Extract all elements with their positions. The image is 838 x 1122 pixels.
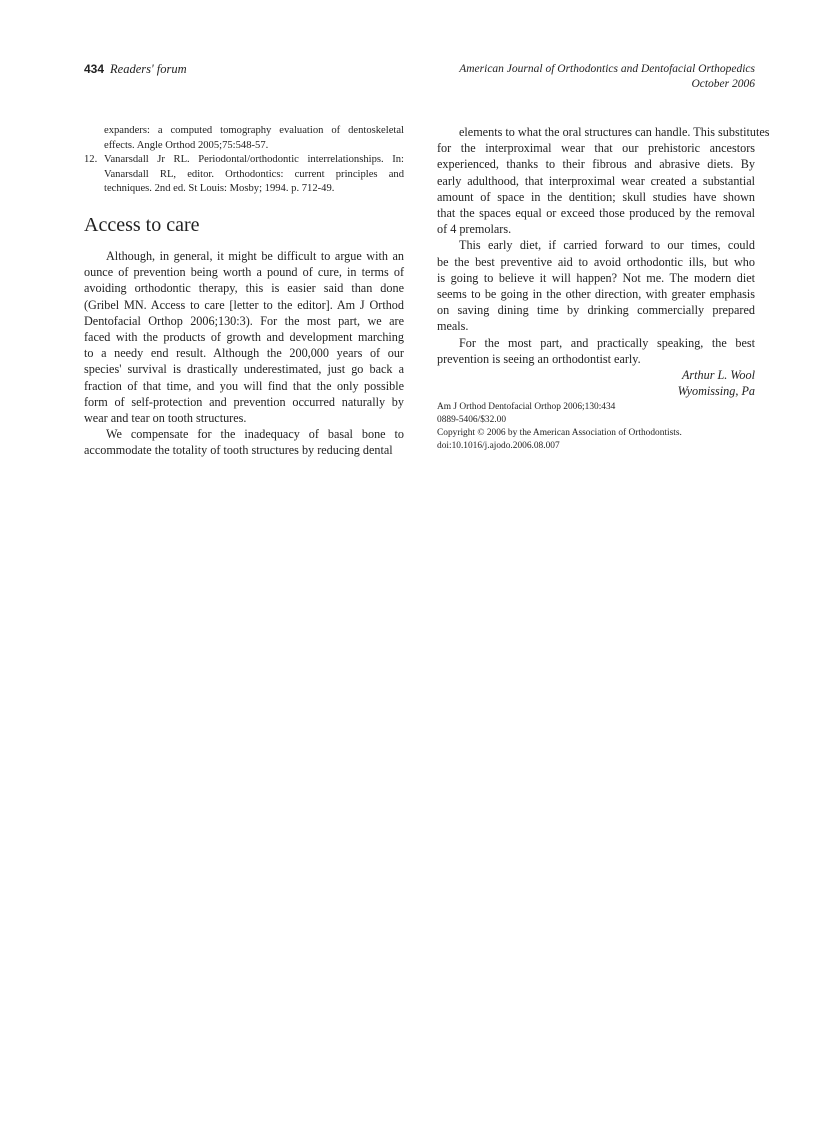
text-line: avoiding orthodontic therapy, this is easier said than done [84, 281, 404, 296]
reference-line: Vanarsdall Jr RL. Periodontal/orthodontic interrelationships. In: [104, 154, 404, 165]
text-line: meals. [437, 319, 469, 334]
paragraph [84, 426, 404, 458]
text-line: seems to be going in the other direction, with greater emphasis [437, 287, 755, 302]
reference-item [84, 153, 404, 197]
text-line: of 4 premolars. [437, 222, 512, 237]
text-line: be the best preventive aid to avoid orthodontic ills, but who [437, 254, 755, 269]
text-line: early adulthood, that interproximal wear created a substantial [437, 173, 755, 188]
paragraph [437, 335, 755, 367]
text-line: (Gribel MN. Access to care [letter to the editor]. Am J Orthod [84, 297, 404, 312]
section-name: Readers' forum [110, 62, 187, 76]
reference-list [84, 124, 404, 197]
reference-line: techniques. 2nd ed. St Louis: Mosby; 1994. p. 712-49. [104, 183, 335, 194]
paragraph [437, 124, 770, 237]
signature [437, 367, 755, 399]
text-line: that the spaces equal or exceed those produced by the removal [437, 206, 755, 221]
text-line: elements to what the oral structures can handle. This substitutes [459, 125, 770, 139]
text-line: prevention is seeing an orthodontist early. [437, 351, 641, 366]
reference-number: 12. [84, 154, 98, 165]
text-line: ounce of prevention being worth a pound of cure, in terms of [84, 265, 404, 280]
text-line: amount of space in the dentition; skull studies have shown [437, 189, 755, 204]
running-header-right [437, 62, 755, 91]
left-column-body [84, 248, 404, 459]
text-line: We compensate for the inadequacy of basal bone to [106, 427, 404, 442]
text-line: For the most part, and practically speaking, the best [459, 335, 755, 350]
text-line: species' survival is drastically underestimated, just go back a [84, 362, 404, 377]
author-location: Wyomissing, Pa [677, 384, 755, 399]
text-line: accommodate the totality of tooth structures by reducing dental [84, 443, 393, 458]
reference-line: expanders: a computed tomography evaluation of dentoskeletal [104, 125, 404, 136]
footnote-line: Copyright © 2006 by the American Association of Orthodontists. [437, 428, 682, 438]
text-line: for the interproximal wear that our prehistoric ancestors [437, 141, 755, 156]
footnote-line: doi:10.1016/j.ajodo.2006.08.007 [437, 441, 560, 451]
text-line: to a needy end result. Although the 200,000 years of our [84, 346, 404, 361]
text-line: This early diet, if carried forward to our times, could [459, 238, 755, 253]
running-header-left [84, 62, 187, 77]
paragraph [437, 237, 755, 334]
text-line: Dentofacial Orthop 2006;130:3). For the most part, we are [84, 313, 404, 328]
text-line: Although, in general, it might be difficult to argue with an [106, 249, 404, 263]
text-line: wear and tear on tooth structures. [84, 411, 247, 426]
text-line: faced with the products of growth and development marching [84, 330, 404, 345]
footnote-line: Am J Orthod Dentofacial Orthop 2006;130:434 [437, 402, 616, 412]
journal-name: American Journal of Orthodontics and Dentofacial Orthopedics [459, 63, 755, 75]
reference-line: effects. Angle Orthod 2005;75:548-57. [104, 139, 269, 151]
paragraph [84, 248, 404, 426]
text-line: experienced, thanks to their fibrous and abrasive diets. By [437, 157, 755, 172]
reference-line: Vanarsdall RL, editor. Orthodontics: current principles and [104, 168, 404, 180]
text-line: form of self-protection and prevention occurred naturally by [84, 394, 404, 409]
text-line: on saving dining time by drinking commercially prepared [437, 303, 755, 318]
footnote-line: 0889-5406/$32.00 [437, 415, 507, 425]
citation-footnote [437, 401, 755, 453]
author-name: Arthur L. Wool [681, 368, 755, 382]
article-title: Access to care [84, 214, 200, 236]
issue-date: October 2006 [691, 77, 755, 90]
text-line: is going to believe it will happen? Not me. The modern diet [437, 270, 755, 285]
reference-item [84, 124, 404, 153]
right-column-body [437, 124, 770, 367]
text-line: fraction of that time, and you will find that the only possible [84, 378, 404, 393]
page-number: 434 [84, 62, 105, 76]
